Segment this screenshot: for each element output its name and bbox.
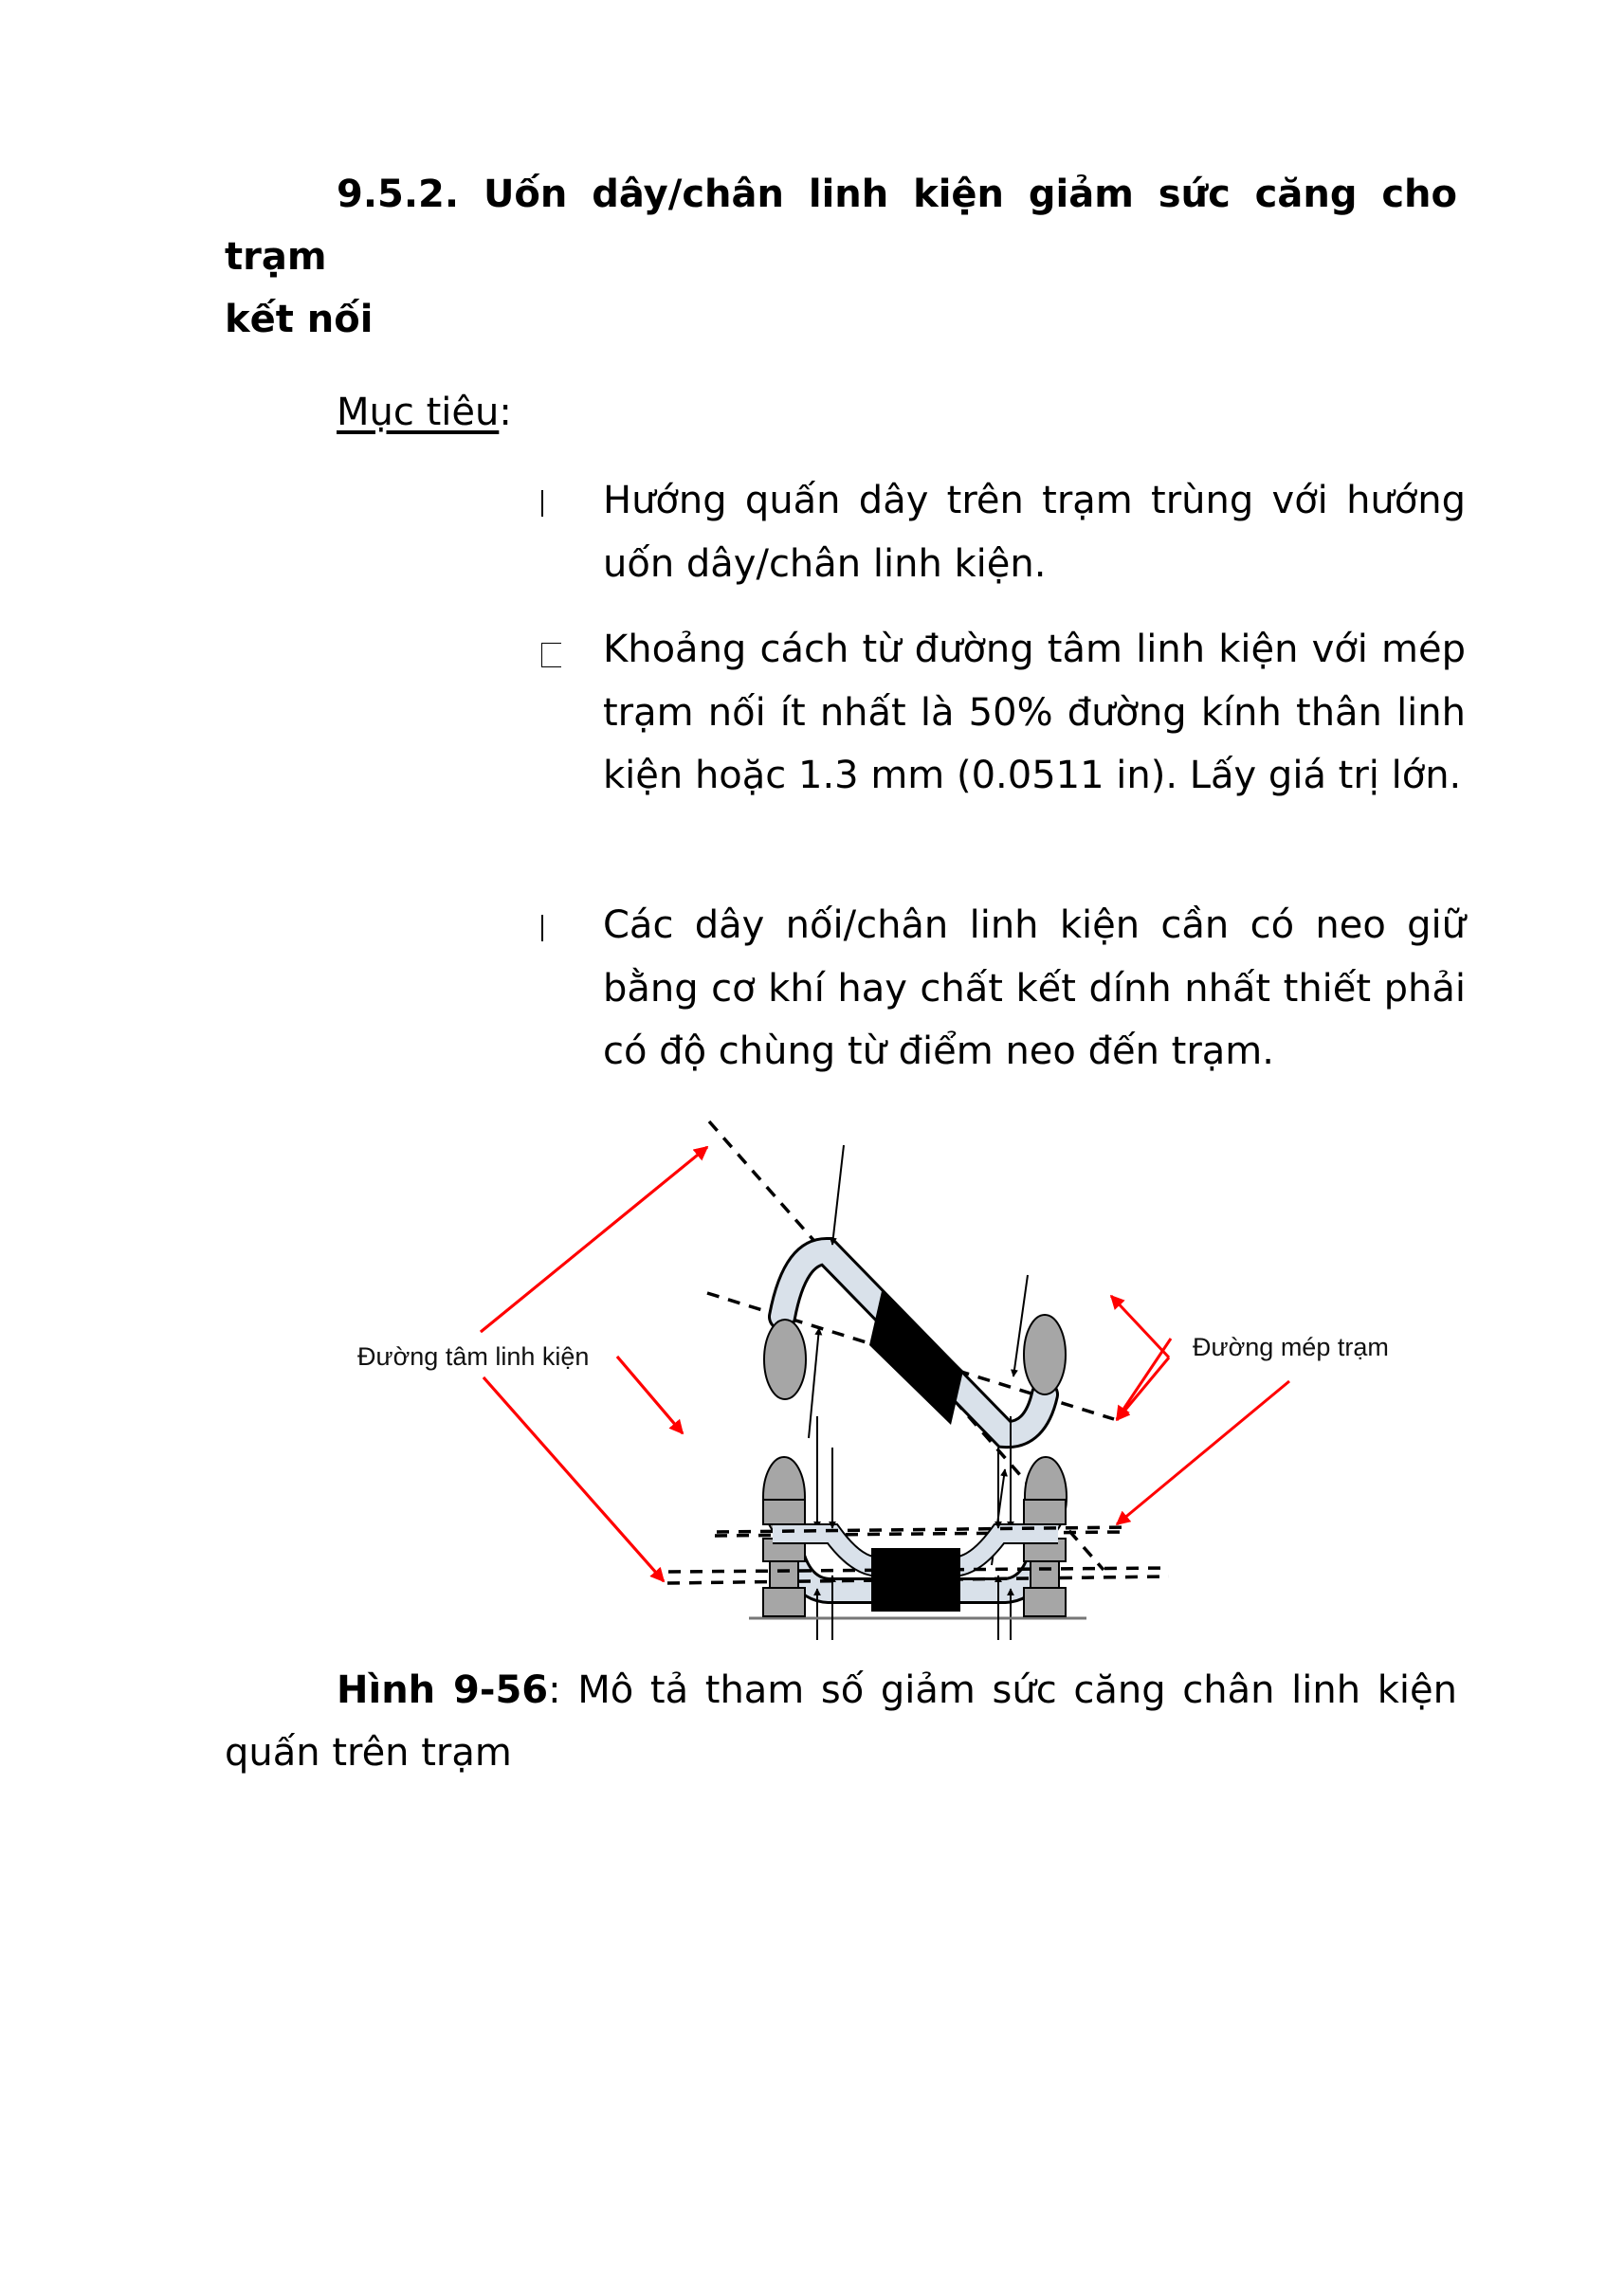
bullet-text: Các dây nối/chân linh kiện cần có neo giữ bằng cơ khí hay chất kết dính nhất thiết phải có độ chùng từ điểm neo đến trạm. (603, 903, 1466, 1073)
heading-line-3: kết nối (225, 298, 374, 341)
caption-line-2: quấn trên trạm (225, 1731, 512, 1775)
objective-title: Mục tiêu (337, 391, 500, 434)
figure-caption (225, 1659, 1457, 1784)
objective-label (337, 384, 512, 441)
section-heading (225, 163, 1457, 351)
heading-line-1: 9.5.2. Uốn dây/chân linh kiện giảm sức căng cho (337, 173, 1457, 216)
bar-bullet-icon (531, 469, 588, 532)
bullet-text: Hướng quấn dây trên trạm trùng với hướng uốn dây/chân linh kiện. (603, 479, 1466, 586)
figure-red-arrow-bottom-right (341, 1109, 1422, 1640)
label-component-centerline: Đường tâm linh kiện (357, 1342, 590, 1371)
caption-figure-number: Hình 9-56 (337, 1668, 549, 1712)
heading-line-2: trạm (225, 235, 327, 279)
red-arrow-to-bottom-edgeline (1117, 1381, 1289, 1524)
box-bullet-icon (531, 618, 588, 681)
bullet-text: Khoảng cách từ đường tâm linh kiện với mép trạm nối ít nhất là 50% đường kính thân linh kiện hoặc 1.3 mm (0.0511 in). Lấy giá trị lớn. (603, 628, 1466, 797)
bar-bullet-icon (531, 894, 588, 957)
caption-text: : Mô tả tham số giảm sức căng chân linh kiện (548, 1668, 1457, 1712)
objective-colon: : (499, 391, 512, 434)
caption-line-1 (225, 1659, 1457, 1722)
label-terminal-edge: Đường mép trạm (1193, 1333, 1389, 1361)
